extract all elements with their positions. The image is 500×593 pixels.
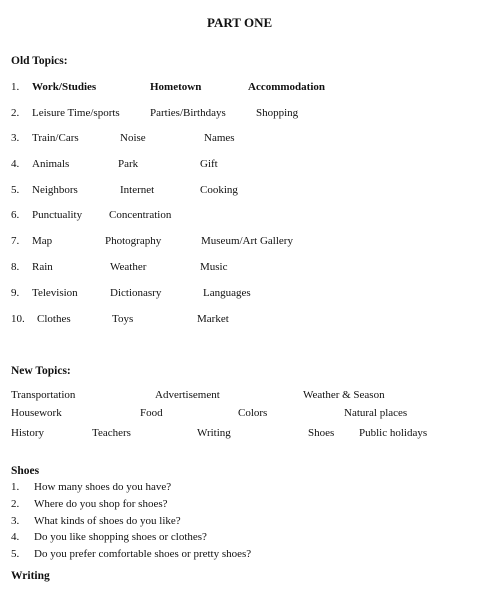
old-topic-item: Noise — [120, 132, 146, 144]
old-topic-number: 4. — [11, 158, 20, 170]
old-topic-item: Gift — [200, 158, 218, 170]
new-topic-item: Colors — [238, 407, 268, 419]
old-topic-item: Neighbors — [32, 184, 78, 196]
page-title: PART ONE — [207, 15, 273, 30]
old-topic-item: Rain — [32, 261, 53, 273]
writing-heading: Writing — [11, 570, 50, 582]
old-topic-item: Photography — [105, 235, 162, 247]
old-topic-item: Accommodation — [248, 81, 325, 93]
old-topic-item: Names — [204, 132, 235, 144]
old-topic-item: Leisure Time/sports — [32, 107, 120, 119]
new-topic-item: Food — [140, 407, 163, 419]
old-topic-item: Market — [197, 313, 229, 325]
question-text: What kinds of shoes do you like? — [34, 515, 181, 527]
old-topic-item: Toys — [112, 313, 134, 325]
new-topic-item: Advertisement — [155, 389, 220, 401]
old-topic-number: 5. — [11, 184, 20, 196]
new-topic-item: Teachers — [92, 427, 131, 439]
question-text: Do you like shopping shoes or clothes? — [34, 531, 207, 543]
question-number: 5. — [11, 548, 20, 560]
old-topic-item: Languages — [203, 287, 251, 299]
old-topic-item: Clothes — [37, 313, 71, 325]
old-topic-item: Concentration — [109, 209, 172, 221]
old-topic-item: Train/Cars — [32, 132, 79, 144]
old-topic-item: Work/Studies — [32, 81, 97, 93]
old-topic-item: Map — [32, 235, 53, 247]
old-topics-heading: Old Topics: — [11, 55, 68, 67]
question-text: Do you prefer comfortable shoes or pretty shoes? — [34, 548, 252, 560]
question-text: Where do you shop for shoes? — [34, 498, 168, 510]
old-topic-number: 7. — [11, 235, 20, 247]
old-topic-item: Punctuality — [32, 209, 83, 221]
old-topic-item: Music — [200, 261, 228, 273]
old-topic-item: Animals — [32, 158, 70, 170]
old-topic-item: Park — [118, 158, 139, 170]
old-topic-number: 9. — [11, 287, 20, 299]
question-number: 4. — [11, 531, 20, 543]
old-topic-item: Weather — [110, 261, 147, 273]
new-topic-item: Public holidays — [359, 427, 428, 439]
new-topic-item: Weather & Season — [303, 389, 385, 401]
old-topic-item: Cooking — [200, 184, 238, 196]
old-topic-item: Shopping — [256, 107, 299, 119]
question-number: 2. — [11, 498, 20, 510]
new-topic-item: Shoes — [308, 427, 335, 439]
old-topic-item: Hometown — [150, 81, 202, 93]
new-topic-item: Housework — [11, 407, 62, 419]
old-topic-number: 2. — [11, 107, 20, 119]
new-topic-item: Natural places — [344, 407, 408, 419]
old-topic-item: Parties/Birthdays — [150, 107, 226, 119]
old-topic-number: 10. — [11, 313, 25, 325]
new-topic-item: Writing — [197, 427, 231, 439]
new-topic-item: History — [11, 427, 44, 439]
old-topic-item: Museum/Art Gallery — [201, 235, 293, 247]
question-text: How many shoes do you have? — [34, 481, 172, 493]
new-topic-item: Transportation — [11, 389, 76, 401]
old-topic-item: Television — [32, 287, 78, 299]
old-topic-number: 6. — [11, 209, 20, 221]
old-topic-item: Dictionasry — [110, 287, 162, 299]
old-topic-number: 8. — [11, 261, 20, 273]
question-number: 3. — [11, 515, 20, 527]
old-topic-item: Internet — [120, 184, 155, 196]
old-topic-number: 1. — [11, 81, 20, 93]
question-number: 1. — [11, 481, 20, 493]
new-topics-heading: New Topics: — [11, 365, 71, 377]
shoes-heading: Shoes — [11, 465, 40, 477]
old-topic-number: 3. — [11, 132, 20, 144]
